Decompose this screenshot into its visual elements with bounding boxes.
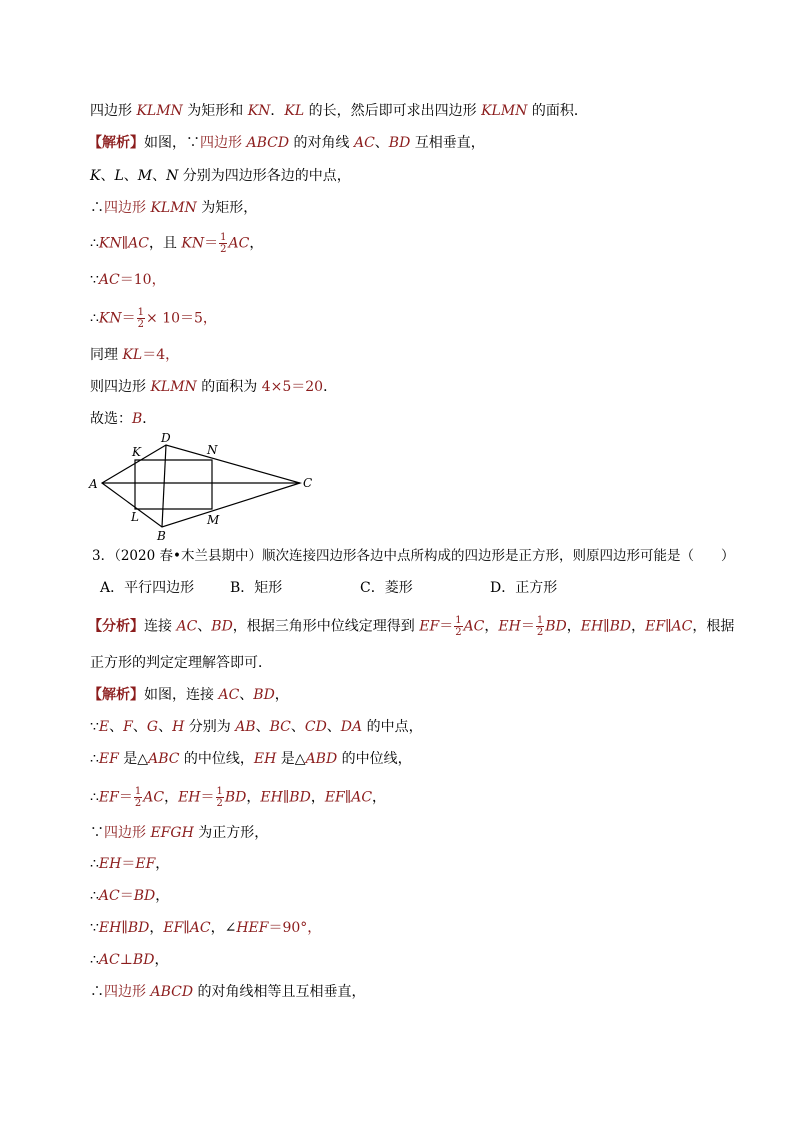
label-m: M: [207, 513, 220, 527]
text-line-6: ∵AC＝10，: [90, 272, 166, 288]
fraction-half: $\frac{1}{2}$: [220, 232, 227, 255]
solution-line-5: ∵四边形 EFGH 为正方形，: [90, 825, 269, 841]
solution-line-3: ∴EF 是△ABC 的中位线，EH 是△ABD 的中位线，: [90, 751, 412, 767]
option-b: B．矩形: [230, 580, 283, 596]
rectangle-klmn: [135, 460, 212, 509]
text-line-3: K、L、M、N 分别为四边形各边的中点，: [90, 168, 351, 184]
solution-tag: 【解析】: [88, 687, 144, 703]
text-line-9: 则四边形 KLMN 的面积为 4×5＝20．: [90, 379, 338, 395]
analysis-tag: 【分析】: [88, 618, 144, 635]
question-3-stem: 3．（2020 春•木兰县期中）顺次连接四边形各边中点所构成的四边形是正方形，则原四边形可能是（ ）: [92, 548, 735, 564]
text-line-10: 故选：B．: [90, 411, 157, 427]
text-line-4: ∴四边形 KLMN 为矩形，: [90, 200, 258, 216]
solution-tag: 【解析】: [88, 135, 144, 151]
label-b: B: [157, 529, 166, 542]
option-c: C．菱形: [360, 580, 413, 596]
fraction-half: $\frac{1}{2}$: [216, 786, 223, 809]
label-l: L: [131, 510, 139, 524]
fraction-half: $\frac{1}{2}$: [134, 786, 142, 809]
analysis-line-2: 正方形的判定定理解答即可．: [90, 655, 272, 671]
solution-intro-1: 【解析】如图，∵四边形 ABCD 的对角线 AC、BD 互相垂直，: [88, 135, 485, 151]
label-n: N: [207, 443, 218, 457]
solution-line-10: ∴四边形 ABCD 的对角线相等且互相垂直，: [90, 984, 366, 1000]
solution-line-9: ∴AC⊥BD，: [90, 952, 169, 968]
solution-line-1: 【解析】如图，连接 AC、BD，: [88, 687, 289, 703]
label-d: D: [161, 431, 171, 445]
label-k: K: [132, 445, 141, 459]
solution-line-7: ∴AC＝BD，: [90, 888, 170, 904]
text-line-7: ∴KN＝ $\frac{1}{2}$ × 10＝5，: [90, 307, 217, 330]
label-c: C: [303, 476, 313, 490]
solution-line-6: ∴EH＝EF，: [90, 856, 170, 872]
solution-line-8: ∵EH∥BD，EF∥AC，∠HEF＝90°，: [90, 920, 322, 936]
question-3-options: [100, 578, 620, 598]
fraction-half: $\frac{1}{2}$: [536, 615, 544, 638]
analysis-line-1: 【分析】连接 AC、BD，根据三角形中位线定理得到 EF＝ $\frac{1}{2}$ AC，EH＝ $\frac{1}{2}$ BD，EH∥BD，EF∥AC，根据: [88, 615, 735, 638]
text-line-5: ∴KN∥AC，且 KN＝ $\frac{1}{2}$ AC，: [90, 232, 264, 255]
solution-line-2: ∵E、F、G、H 分别为 AB、BC、CD、DA 的中点，: [90, 719, 423, 735]
fraction-half: $\frac{1}{2}$: [137, 307, 145, 330]
diagonal-bd: [162, 445, 166, 527]
solution-line-4: ∴EF＝ $\frac{1}{2}$ AC，EH＝ $\frac{1}{2}$ BD，EH∥BD，EF∥AC，: [90, 786, 387, 809]
text-line-1: 四边形 KLMN 为矩形和 KN．KL 的长，然后即可求出四边形 KLMN 的面积．: [90, 103, 588, 119]
fraction-half: $\frac{1}{2}$: [455, 615, 462, 638]
label-a: A: [89, 477, 98, 491]
option-a: A．平行四边形: [100, 580, 195, 596]
kite-figure: [86, 430, 326, 542]
option-d: D．正方形: [490, 580, 558, 596]
text-line-8: 同理 KL＝4，: [90, 347, 180, 363]
